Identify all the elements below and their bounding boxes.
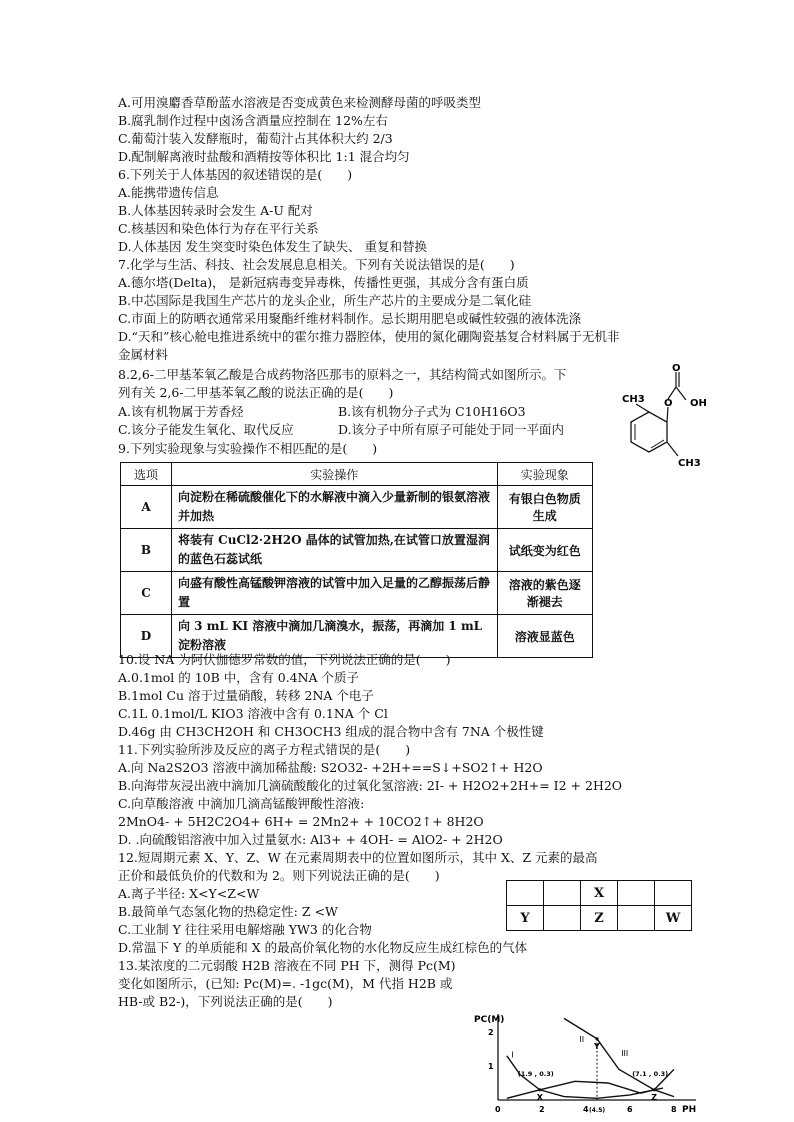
q6-option-a: A.能携带遗传信息 — [118, 185, 219, 200]
x-tick-label: (4.5) — [589, 1107, 606, 1114]
cell — [544, 881, 581, 906]
q7-option-d: D.“天和”核心舱电推进系统中的霍尔推力器腔体，使用的氮化硼陶瓷基复合材料属于无机非 — [118, 329, 620, 344]
row-operation: 向 3 mL KI 溶液中滴加几滴溴水，振荡，再滴加 1 mL 淀粉溶液 — [172, 615, 498, 658]
o-label: O — [664, 398, 673, 409]
q13-stem-cont: 变化如图所示，(已知: Pc(M)=. -1gc(M)，M 代指 H2B 或 — [118, 976, 453, 991]
point-coord-X: (1.9 , 0.3) — [517, 1069, 554, 1078]
cell — [507, 881, 544, 906]
q12-stem-cont: 正价和最低负价的代数和为 2。则下列说法正确的是( ) — [118, 868, 440, 883]
row-label: C — [121, 572, 172, 615]
q5-option-c: C.葡萄汁装入发酵瓶时，葡萄汁占其体积大约 2/3 — [118, 131, 393, 146]
q6-option-d: D.人体基因 发生突变时染色体发生了缺失、 重复和替换 — [118, 239, 427, 254]
q7-option-a: A.德尔塔(Delta)， 是新冠病毒变异毒株，传播性更强，其成分含有蛋白质 — [118, 275, 529, 290]
oh-label: OH — [690, 398, 707, 409]
cell: X — [581, 881, 618, 906]
q11-option-c-eq: 2MnO4- + 5H2C2O4+ 6H+ = 2Mn2+ + 10CO2↑+ 8H2O — [118, 814, 484, 829]
x-tick-label: 8 — [671, 1105, 677, 1114]
cell — [618, 881, 655, 906]
q8-option-b: B.该有机物分子式为 C10H16O3 — [338, 404, 526, 419]
header-operation: 实验操作 — [172, 463, 498, 486]
row-phenomenon: 试纸变为红色 — [497, 529, 592, 572]
q11-option-a: A.向 Na2S2O3 溶液中滴加稀盐酸: S2O32- +2H+==S↓+SO2↑+ H2O — [118, 760, 543, 775]
ch3-top-label: CH3 — [622, 394, 645, 405]
x-tick-label: 4 — [583, 1105, 589, 1114]
q7-option-d-cont: 金属材料 — [118, 347, 169, 362]
row-phenomenon: 溶液的紫色逐渐褪去 — [497, 572, 592, 615]
curve-label: III — [621, 1048, 629, 1058]
header-option: 选项 — [121, 463, 172, 486]
row-label: D — [121, 615, 172, 658]
point-Y — [595, 1037, 598, 1040]
row-phenomenon: 有银白色物质生成 — [497, 486, 592, 529]
q10-option-c: C.1L 0.1mol/L KIO3 溶液中含有 0.1NA 个 Cl — [118, 706, 388, 721]
q7-stem: 7.化学与生活、科技、社会发展息息相关。下列有关说法错误的是( ) — [118, 257, 515, 272]
ch3-bottom-label: CH3 — [678, 458, 701, 469]
point-X — [538, 1088, 541, 1091]
cell: Y — [507, 906, 544, 931]
curve-label: II — [579, 1035, 585, 1045]
q13-stem: 13.某浓度的二元弱酸 H2B 溶液在不同 PH 下，测得 Pc(M) — [118, 958, 456, 973]
structure-formula — [606, 362, 736, 472]
cell — [655, 881, 692, 906]
pc-ph-chart — [470, 1008, 710, 1118]
q10-option-a: A.0.1mol 的 10B 中，含有 0.4NA 个质子 — [118, 670, 360, 685]
periodic-table-fragment — [506, 880, 692, 931]
y-tick-label: 1 — [488, 1062, 494, 1071]
q12-option-a: A.离子半径: X<Y<Z<W — [118, 886, 260, 901]
cell — [618, 906, 655, 931]
q10-option-b: B.1mol Cu 溶于过量硝酸，转移 2NA 个电子 — [118, 688, 374, 703]
row-operation: 将装有 CuCl2·2H2O 晶体的试管加热,在试管口放置湿润的蓝色石蕊试纸 — [172, 529, 498, 572]
q6-stem: 6.下列关于人体基因的叙述错误的是( ) — [118, 167, 353, 182]
y-tick-label: 2 — [488, 1028, 494, 1037]
point-label-Y: Y — [594, 1041, 600, 1051]
q11-stem: 11.下列实验所涉及反应的离子方程式错误的是( ) — [118, 742, 411, 757]
row-operation: 向盛有酸性高锰酸钾溶液的试管中加入足量的乙醇振荡后静置 — [172, 572, 498, 615]
series-line-II — [564, 1018, 674, 1096]
q5-option-d: D.配制解离液时盐酸和酒精按等体积比 1:1 混合均匀 — [118, 149, 410, 164]
point-label-Z: Z — [651, 1092, 658, 1102]
q13-stem-cont2: HB-或 B2-)，下列说法正确的是( ) — [118, 994, 333, 1009]
q5-option-b: B.腐乳制作过程中卤汤含酒量应控制在 12%左右 — [118, 113, 388, 128]
x-tick-label: 6 — [627, 1105, 633, 1114]
q8-option-a: A.该有机物属于芳香烃 — [118, 404, 244, 419]
row-operation: 向淀粉在稀硫酸催化下的水解液中滴入少量新制的银氨溶液并加热 — [172, 486, 498, 529]
row-label: B — [121, 529, 172, 572]
cell: W — [655, 906, 692, 931]
q6-option-b: B.人体基因转录时会发生 A-U 配对 — [118, 203, 313, 218]
cell — [544, 906, 581, 931]
q12-stem: 12.短周期元素 X、Y、Z、W 在元素周期表中的位置如图所示，其中 X、Z 元素的最高 — [118, 850, 598, 865]
q12-option-c: C.工业制 Y 往往采用电解熔融 YW3 的化合物 — [118, 922, 372, 937]
q11-option-d: D. .向硫酸铝溶液中加入过量氨水: Al3+ + 4OH- = AlO2- + 2H2O — [118, 832, 503, 847]
x-axis-label: PH — [682, 1105, 697, 1115]
q11-option-c: C.向草酸溶液 中滴加几滴高锰酸钾酸性溶液: — [118, 796, 365, 811]
q7-option-c: C.市面上的防晒衣通常采用聚酯纤维材料制作。忌长期用肥皂或碱性较强的液体洗涤 — [118, 311, 582, 326]
x-tick-label: 0 — [495, 1105, 501, 1114]
q11-option-b: B.向海带灰浸出液中滴加几滴硫酸酸化的过氧化氢溶液: 2I- + H2O2+2H+= I2 + 2H2O — [118, 778, 623, 793]
q8-stem: 8.2,6-二甲基苯氧乙酸是合成药物洛匹那韦的原料之一，其结构简式如图所示。下 — [118, 367, 567, 382]
row-phenomenon: 溶液显蓝色 — [497, 615, 592, 658]
row-label: A — [121, 486, 172, 529]
q8-option-d: D.该分子中所有原子可能处于同一平面内 — [338, 422, 565, 437]
q8-option-c: C.该分子能发生氧化、取代反应 — [118, 422, 294, 437]
q10-option-d: D.46g 由 CH3CH2OH 和 CH3OCH3 组成的混合物中含有 7NA 个极性键 — [118, 724, 544, 739]
carbonyl-o-label: O — [672, 363, 681, 374]
point-label-X: X — [536, 1092, 543, 1102]
point-Z — [653, 1088, 656, 1091]
curve-label: I — [511, 1050, 514, 1060]
experiment-table — [120, 462, 593, 658]
y-axis-label: PC(M) — [474, 1015, 505, 1025]
cell: Z — [581, 906, 618, 931]
header-phenomenon: 实验现象 — [497, 463, 592, 486]
q7-option-b: B.中芯国际是我国生产芯片的龙头企业，所生产芯片的主要成分是二氧化硅 — [118, 293, 532, 308]
q9-stem: 9.下列实验现象与实验操作不相匹配的是( ) — [118, 441, 378, 456]
q6-option-c: C.核基因和染色体行为存在平行关系 — [118, 221, 319, 236]
x-tick-label: 2 — [539, 1105, 545, 1114]
q12-option-b: B.最简单气态氢化物的热稳定性: Z <W — [118, 904, 338, 919]
q12-option-d: D.常温下 Y 的单质能和 X 的最高价氧化物的水化物反应生成红棕色的气体 — [118, 940, 528, 955]
q5-option-a: A.可用溴麝香草酚蓝水溶液是否变成黄色来检测酵母菌的呼吸类型 — [118, 95, 482, 110]
q10-stem: 10.设 NA 为阿伏伽德罗常数的值，下列说法正确的是( ) — [118, 652, 451, 667]
q8-stem-cont: 列有关 2,6-二甲基苯氧乙酸的说法正确的是( ) — [118, 385, 394, 400]
point-coord-Z: (7.1 , 0.3) — [632, 1069, 669, 1078]
